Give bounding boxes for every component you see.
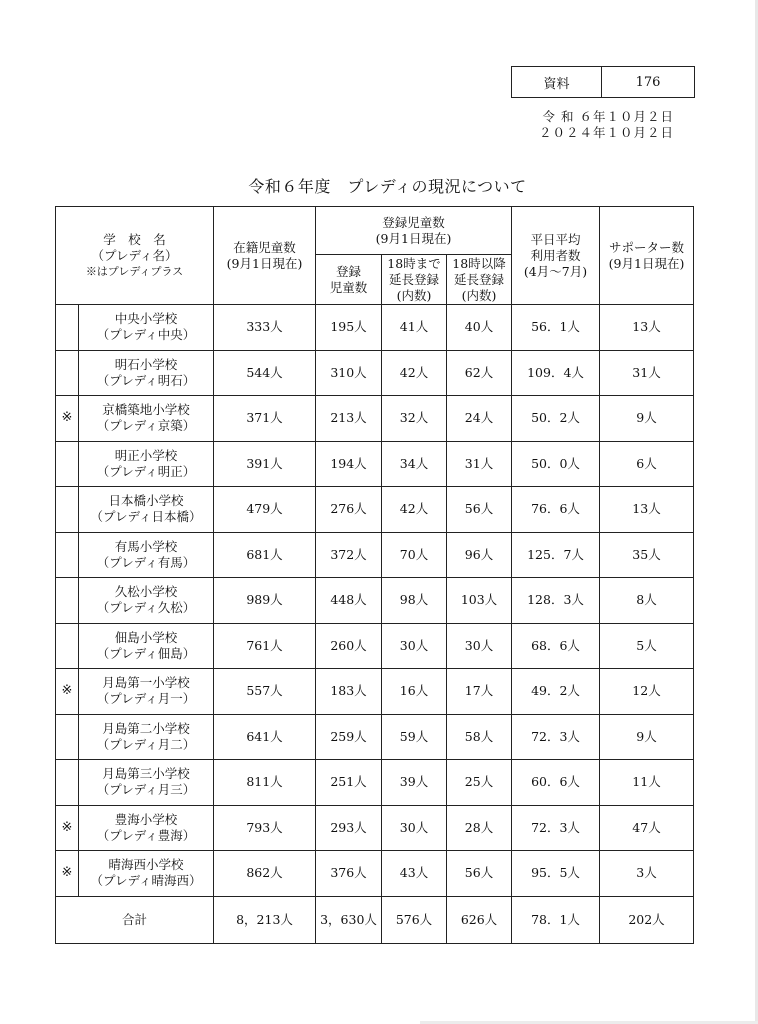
enrolled-cell: 371人	[214, 396, 316, 442]
supporters-cell: 12人	[600, 669, 694, 715]
enrolled-cell: 557人	[214, 669, 316, 715]
table-row	[56, 396, 694, 442]
until18-cell: 42人	[382, 487, 447, 533]
predi-name: （プレディ久松）	[96, 600, 196, 616]
table-row	[56, 487, 694, 533]
plus-mark	[56, 578, 79, 624]
table-row	[56, 714, 694, 760]
plus-mark: ※	[56, 851, 79, 897]
average-cell: 109．4人	[512, 350, 600, 396]
registered-cell: 194人	[316, 441, 382, 487]
average-cell: 125．7人	[512, 532, 600, 578]
until18-cell: 43人	[382, 851, 447, 897]
header-enrolled	[214, 207, 316, 305]
header-until18-line2: 延長登録	[388, 271, 439, 287]
school-name-cell	[79, 305, 214, 351]
average-cell: 72．3人	[512, 714, 600, 760]
after18-cell: 58人	[447, 714, 512, 760]
header-row-top	[56, 207, 694, 255]
predi-name: （プレディ中央）	[96, 327, 196, 343]
until18-cell: 41人	[382, 305, 447, 351]
header-until18-line1: 18時まで	[387, 255, 441, 271]
school-name: 有馬小学校	[114, 538, 178, 554]
plus-mark	[56, 760, 79, 806]
header-after18-line1: 18時以降	[452, 255, 506, 271]
after18-cell: 96人	[447, 532, 512, 578]
total-after18: 626人	[447, 896, 512, 943]
date-gregorian: ２０２４年１０月２日	[538, 125, 674, 140]
after18-cell: 56人	[447, 487, 512, 533]
registered-cell: 195人	[316, 305, 382, 351]
header-until18-line3: (内数)	[396, 287, 432, 303]
until18-cell: 30人	[382, 805, 447, 851]
registered-cell: 276人	[316, 487, 382, 533]
table-row	[56, 669, 694, 715]
registered-cell: 213人	[316, 396, 382, 442]
date-japanese-era: 令 和 ６年１０月２日	[542, 109, 674, 124]
predi-name: （プレディ晴海西）	[90, 873, 202, 889]
school-name: 月島第二小学校	[102, 720, 190, 736]
header-supporters-line1: サポーター数	[608, 239, 684, 255]
after18-cell: 103人	[447, 578, 512, 624]
header-reg-count-line1: 登録	[335, 263, 361, 279]
school-name-cell	[79, 532, 214, 578]
average-cell: 128．3人	[512, 578, 600, 624]
after18-cell: 25人	[447, 760, 512, 806]
after18-cell: 30人	[447, 623, 512, 669]
header-registered	[316, 207, 512, 255]
reference-label: 資料	[512, 67, 602, 97]
supporters-cell: 8人	[600, 578, 694, 624]
total-row	[56, 896, 694, 943]
school-name: 月島第一小学校	[102, 675, 190, 691]
average-cell: 50．2人	[512, 396, 600, 442]
header-after18	[447, 255, 512, 305]
until18-cell: 30人	[382, 623, 447, 669]
total-until18: 576人	[382, 896, 447, 943]
table-row	[56, 578, 694, 624]
plus-mark: ※	[56, 396, 79, 442]
school-name: 明正小学校	[114, 447, 178, 463]
average-cell: 76．6人	[512, 487, 600, 533]
header-after18-line2: 延長登録	[453, 271, 504, 287]
until18-cell: 34人	[382, 441, 447, 487]
header-reg-count	[316, 255, 382, 305]
average-cell: 56．1人	[512, 305, 600, 351]
enrolled-cell: 641人	[214, 714, 316, 760]
supporters-cell: 3人	[600, 851, 694, 897]
table-row	[56, 532, 694, 578]
registered-cell: 376人	[316, 851, 382, 897]
plus-mark	[56, 714, 79, 760]
supporters-cell: 13人	[600, 305, 694, 351]
registered-cell: 183人	[316, 669, 382, 715]
header-reg-count-line2: 児童数	[329, 279, 368, 295]
header-avg-line1: 平日平均	[530, 231, 581, 247]
table-row	[56, 851, 694, 897]
plus-mark	[56, 487, 79, 533]
after18-cell: 17人	[447, 669, 512, 715]
header-school-name	[56, 207, 214, 305]
until18-cell: 70人	[382, 532, 447, 578]
enrolled-cell: 479人	[214, 487, 316, 533]
after18-cell: 40人	[447, 305, 512, 351]
enrolled-cell: 681人	[214, 532, 316, 578]
registered-cell: 259人	[316, 714, 382, 760]
until18-cell: 32人	[382, 396, 447, 442]
document-title: 令和６年度 プレディの現況について	[248, 177, 527, 196]
plus-mark	[56, 305, 79, 351]
school-name: 月島第三小学校	[102, 766, 190, 782]
header-avg-line2: 利用者数	[530, 247, 581, 263]
header-supporters	[600, 207, 694, 305]
after18-cell: 56人	[447, 851, 512, 897]
enrolled-cell: 333人	[214, 305, 316, 351]
school-name: 中央小学校	[114, 311, 178, 327]
school-name-cell	[79, 714, 214, 760]
predi-name: （プレディ月一）	[96, 691, 196, 707]
supporters-cell: 35人	[600, 532, 694, 578]
school-name-cell	[79, 851, 214, 897]
after18-cell: 62人	[447, 350, 512, 396]
total-average: 78．1人	[512, 896, 600, 943]
average-cell: 95．5人	[512, 851, 600, 897]
school-name: 晴海西小学校	[108, 857, 184, 873]
enrolled-cell: 761人	[214, 623, 316, 669]
table-row	[56, 760, 694, 806]
until18-cell: 16人	[382, 669, 447, 715]
supporters-cell: 5人	[600, 623, 694, 669]
enrolled-cell: 989人	[214, 578, 316, 624]
header-enrolled-label: 在籍児童数	[233, 239, 296, 255]
predi-name: （プレディ月二）	[96, 736, 196, 752]
school-name-cell	[79, 578, 214, 624]
header-enrolled-sub: (9月1日現在)	[226, 255, 303, 271]
school-name-cell	[79, 805, 214, 851]
supporters-cell: 11人	[600, 760, 694, 806]
enrolled-cell: 793人	[214, 805, 316, 851]
predi-name: （プレディ明正）	[96, 463, 196, 479]
school-name: 佃島小学校	[114, 629, 178, 645]
header-school-label: 学 校 名	[103, 231, 166, 247]
supporters-cell: 31人	[600, 350, 694, 396]
header-school-note: ※はプレディプラス	[85, 264, 184, 278]
plus-mark	[56, 623, 79, 669]
registered-cell: 293人	[316, 805, 382, 851]
predi-name: （プレディ日本橋）	[90, 509, 202, 525]
table-row	[56, 623, 694, 669]
school-name: 日本橋小学校	[108, 493, 184, 509]
school-name: 京橋築地小学校	[102, 402, 190, 418]
until18-cell: 42人	[382, 350, 447, 396]
table-row	[56, 441, 694, 487]
predi-status-table	[55, 206, 694, 944]
average-cell: 68．6人	[512, 623, 600, 669]
school-name-cell	[79, 441, 214, 487]
predi-name: （プレディ佃島）	[96, 645, 196, 661]
school-name-cell	[79, 760, 214, 806]
school-name: 久松小学校	[114, 584, 178, 600]
school-name-cell	[79, 396, 214, 442]
average-cell: 49．2人	[512, 669, 600, 715]
school-name: 豊海小学校	[114, 811, 178, 827]
supporters-cell: 9人	[600, 714, 694, 760]
header-until18	[382, 255, 447, 305]
registered-cell: 251人	[316, 760, 382, 806]
total-label: 合計	[56, 896, 214, 943]
header-avg-line3: (4月～7月)	[523, 263, 588, 279]
predi-name: （プレディ明石）	[96, 372, 196, 388]
average-cell: 72．3人	[512, 805, 600, 851]
until18-cell: 39人	[382, 760, 447, 806]
supporters-cell: 6人	[600, 441, 694, 487]
plus-mark	[56, 441, 79, 487]
school-name-cell	[79, 669, 214, 715]
school-name-cell	[79, 487, 214, 533]
predi-name: （プレディ月三）	[96, 782, 196, 798]
supporters-cell: 13人	[600, 487, 694, 533]
average-cell: 50．0人	[512, 441, 600, 487]
predi-name: （プレディ京築）	[96, 418, 196, 434]
supporters-cell: 47人	[600, 805, 694, 851]
header-school-sub: （プレディ名）	[91, 247, 178, 263]
header-after18-line3: (内数)	[461, 287, 497, 303]
header-registered-sub: (9月1日現在)	[375, 230, 452, 246]
table-row	[56, 350, 694, 396]
school-name: 明石小学校	[114, 356, 178, 372]
supporters-cell: 9人	[600, 396, 694, 442]
plus-mark	[56, 532, 79, 578]
registered-cell: 260人	[316, 623, 382, 669]
table-row	[56, 805, 694, 851]
header-average-users	[512, 207, 600, 305]
school-name-cell	[79, 623, 214, 669]
reference-number: 176	[635, 74, 661, 90]
predi-name: （プレディ有馬）	[96, 554, 196, 570]
after18-cell: 31人	[447, 441, 512, 487]
average-cell: 60．6人	[512, 760, 600, 806]
enrolled-cell: 862人	[214, 851, 316, 897]
predi-name: （プレディ豊海）	[96, 827, 196, 843]
total-enrolled: 8，213人	[214, 896, 316, 943]
registered-cell: 372人	[316, 532, 382, 578]
registered-cell: 448人	[316, 578, 382, 624]
table-row	[56, 305, 694, 351]
document-reference-box	[511, 66, 695, 98]
total-registered: 3，630人	[316, 896, 382, 943]
header-registered-label: 登録児童数	[382, 214, 445, 230]
registered-cell: 310人	[316, 350, 382, 396]
until18-cell: 98人	[382, 578, 447, 624]
enrolled-cell: 391人	[214, 441, 316, 487]
until18-cell: 59人	[382, 714, 447, 760]
plus-mark: ※	[56, 805, 79, 851]
after18-cell: 28人	[447, 805, 512, 851]
header-supporters-line2: (9月1日現在)	[608, 255, 685, 271]
after18-cell: 24人	[447, 396, 512, 442]
plus-mark	[56, 350, 79, 396]
total-supporters: 202人	[600, 896, 694, 943]
enrolled-cell: 811人	[214, 760, 316, 806]
enrolled-cell: 544人	[214, 350, 316, 396]
plus-mark: ※	[56, 669, 79, 715]
school-name-cell	[79, 350, 214, 396]
